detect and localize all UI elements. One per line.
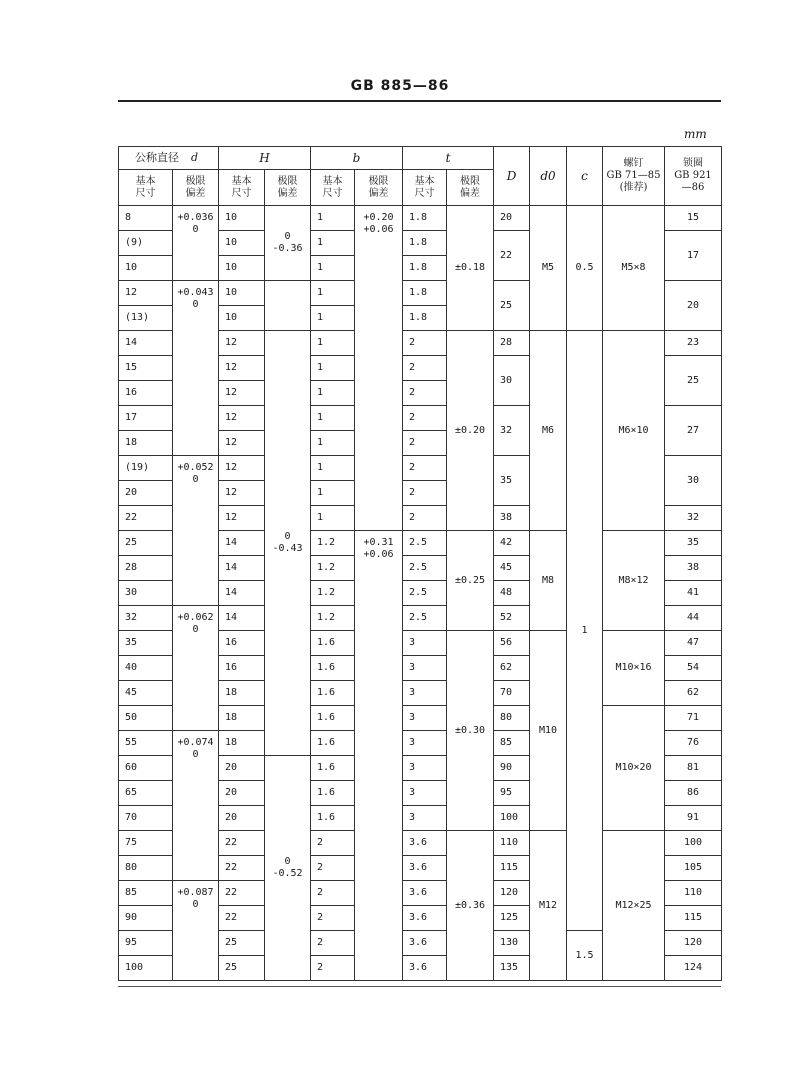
- t-basic-cell: 2: [403, 381, 447, 406]
- d-basic-cell: 70: [119, 806, 173, 831]
- b-deviation-header: 极限 偏差: [355, 170, 403, 206]
- d-basic-cell: 28: [119, 556, 173, 581]
- D-cell: 28: [494, 331, 530, 356]
- H-basic-cell: 14: [219, 606, 265, 631]
- d-basic-cell: 32: [119, 606, 173, 631]
- d-basic-cell: 45: [119, 681, 173, 706]
- b-header: b: [311, 147, 403, 170]
- b-basic-cell: 1: [311, 431, 355, 456]
- c-cell: 0.5: [567, 206, 603, 331]
- ring-cell: 62: [665, 681, 722, 706]
- d-deviation-header: 极限 偏差: [173, 170, 219, 206]
- t-basic-cell: 1.8: [403, 206, 447, 231]
- t-basic-cell: 2.5: [403, 556, 447, 581]
- t-basic-cell: 3.6: [403, 881, 447, 906]
- t-basic-cell: 3: [403, 731, 447, 756]
- b-basic-header: 基本 尺寸: [311, 170, 355, 206]
- t-basic-cell: 1.8: [403, 306, 447, 331]
- D-cell: 22: [494, 231, 530, 281]
- H-basic-cell: 14: [219, 556, 265, 581]
- dimension-table: [118, 146, 722, 981]
- H-basic-cell: 18: [219, 731, 265, 756]
- D-cell: 90: [494, 756, 530, 781]
- H-basic-cell: 12: [219, 481, 265, 506]
- screw-cell: M10×20: [603, 706, 665, 831]
- unit-label: mm: [684, 127, 707, 141]
- t-basic-cell: 2: [403, 456, 447, 481]
- b-dev-cell: +0.31 +0.06: [355, 531, 403, 981]
- H-dev-cell: 0 -0.36: [265, 206, 311, 281]
- D-cell: 48: [494, 581, 530, 606]
- t-basic-cell: 2.5: [403, 606, 447, 631]
- t-basic-cell: 3.6: [403, 831, 447, 856]
- H-basic-cell: 20: [219, 781, 265, 806]
- d-dev-cell: +0.036 0: [173, 206, 219, 281]
- b-dev-cell: +0.20 +0.06: [355, 206, 403, 531]
- t-dev-cell: ±0.18: [447, 206, 494, 331]
- H-basic-cell: 14: [219, 581, 265, 606]
- D-cell: 25: [494, 281, 530, 331]
- t-dev-cell: ±0.20: [447, 331, 494, 531]
- H-basic-cell: 10: [219, 281, 265, 306]
- ring-cell: 54: [665, 656, 722, 681]
- b-basic-cell: 2: [311, 956, 355, 981]
- d-basic-cell: 50: [119, 706, 173, 731]
- ring-cell: 30: [665, 456, 722, 506]
- H-header: H: [219, 147, 311, 170]
- ring-cell: 110: [665, 881, 722, 906]
- b-basic-cell: 1.2: [311, 556, 355, 581]
- ring-cell: 41: [665, 581, 722, 606]
- H-basic-cell: 20: [219, 756, 265, 781]
- c-cell: 1: [567, 331, 603, 931]
- screw-cell: M5×8: [603, 206, 665, 331]
- D-cell: 56: [494, 631, 530, 656]
- b-basic-cell: 2: [311, 931, 355, 956]
- d-basic-cell: (9): [119, 231, 173, 256]
- D-header: D: [494, 147, 530, 206]
- ring-cell: 120: [665, 931, 722, 956]
- d-basic-cell: 15: [119, 356, 173, 381]
- ring-cell: 44: [665, 606, 722, 631]
- d-basic-cell: 90: [119, 906, 173, 931]
- ring-cell: 17: [665, 231, 722, 281]
- d-basic-cell: 65: [119, 781, 173, 806]
- ring-cell: 105: [665, 856, 722, 881]
- H-dev-cell: 0 -0.43: [265, 331, 311, 756]
- nominal-diameter-header: [119, 147, 219, 170]
- b-basic-cell: 1: [311, 406, 355, 431]
- H-basic-cell: 22: [219, 856, 265, 881]
- D-cell: 70: [494, 681, 530, 706]
- b-basic-cell: 2: [311, 831, 355, 856]
- d-basic-cell: 12: [119, 281, 173, 306]
- t-basic-cell: 1.8: [403, 231, 447, 256]
- H-basic-cell: 20: [219, 806, 265, 831]
- D-cell: 38: [494, 506, 530, 531]
- ring-cell: 27: [665, 406, 722, 456]
- b-basic-cell: 1.6: [311, 706, 355, 731]
- b-basic-cell: 1: [311, 306, 355, 331]
- b-basic-cell: 2: [311, 881, 355, 906]
- H-basic-cell: 18: [219, 706, 265, 731]
- H-basic-cell: 22: [219, 906, 265, 931]
- b-basic-cell: 1: [311, 206, 355, 231]
- d0-cell: M10: [530, 631, 567, 831]
- d-dev-cell: +0.052 0: [173, 456, 219, 606]
- b-basic-cell: 1: [311, 256, 355, 281]
- t-basic-cell: 2: [403, 506, 447, 531]
- H-basic-cell: 22: [219, 881, 265, 906]
- D-cell: 115: [494, 856, 530, 881]
- H-basic-cell: 12: [219, 381, 265, 406]
- D-cell: 20: [494, 206, 530, 231]
- t-basic-cell: 3: [403, 781, 447, 806]
- d-basic-cell: 22: [119, 506, 173, 531]
- D-cell: 52: [494, 606, 530, 631]
- D-cell: 80: [494, 706, 530, 731]
- d-basic-cell: 35: [119, 631, 173, 656]
- D-cell: 120: [494, 881, 530, 906]
- t-basic-cell: 3: [403, 656, 447, 681]
- b-basic-cell: 1.6: [311, 806, 355, 831]
- H-basic-cell: 25: [219, 956, 265, 981]
- b-basic-cell: 1: [311, 356, 355, 381]
- t-basic-cell: 2.5: [403, 531, 447, 556]
- d-basic-cell: 16: [119, 381, 173, 406]
- H-basic-cell: 10: [219, 231, 265, 256]
- d-basic-cell: 55: [119, 731, 173, 756]
- t-basic-cell: 1.8: [403, 281, 447, 306]
- d-basic-header: 基本 尺寸: [119, 170, 173, 206]
- t-basic-cell: 3: [403, 756, 447, 781]
- t-basic-cell: 3: [403, 706, 447, 731]
- d-basic-cell: 10: [119, 256, 173, 281]
- b-basic-cell: 1.6: [311, 656, 355, 681]
- b-basic-cell: 1: [311, 281, 355, 306]
- screw-header: 螺钉 GB 71—85 (推荐): [603, 147, 665, 206]
- t-basic-cell: 3: [403, 806, 447, 831]
- t-basic-cell: 2: [403, 331, 447, 356]
- H-basic-cell: 10: [219, 306, 265, 331]
- screw-cell: M12×25: [603, 831, 665, 981]
- d-basic-cell: 95: [119, 931, 173, 956]
- t-basic-cell: 2: [403, 406, 447, 431]
- b-basic-cell: 1.6: [311, 756, 355, 781]
- d-symbol: d: [191, 151, 199, 164]
- d-basic-cell: 60: [119, 756, 173, 781]
- d-basic-cell: 40: [119, 656, 173, 681]
- ring-cell: 15: [665, 206, 722, 231]
- d0-cell: M12: [530, 831, 567, 981]
- t-basic-cell: 3.6: [403, 931, 447, 956]
- H-basic-cell: 22: [219, 831, 265, 856]
- ring-cell: 91: [665, 806, 722, 831]
- t-basic-cell: 1.8: [403, 256, 447, 281]
- table-row: [119, 206, 722, 231]
- ring-cell: 47: [665, 631, 722, 656]
- H-dev-cell: 0 -0.52: [265, 756, 311, 981]
- t-basic-cell: 2: [403, 481, 447, 506]
- b-basic-cell: 1.6: [311, 631, 355, 656]
- d-basic-cell: 85: [119, 881, 173, 906]
- H-basic-cell: 12: [219, 331, 265, 356]
- d-basic-cell: 25: [119, 531, 173, 556]
- D-cell: 30: [494, 356, 530, 406]
- ring-cell: 124: [665, 956, 722, 981]
- H-basic-cell: 12: [219, 431, 265, 456]
- H-dev-cell: [265, 281, 311, 331]
- H-basic-cell: 16: [219, 656, 265, 681]
- d-basic-cell: 30: [119, 581, 173, 606]
- b-basic-cell: 2: [311, 856, 355, 881]
- b-basic-cell: 1.2: [311, 581, 355, 606]
- t-basic-cell: 3.6: [403, 856, 447, 881]
- b-basic-cell: 2: [311, 906, 355, 931]
- d0-header: d0: [530, 147, 567, 206]
- H-basic-cell: 16: [219, 631, 265, 656]
- d-basic-cell: 20: [119, 481, 173, 506]
- H-basic-cell: 18: [219, 681, 265, 706]
- b-basic-cell: 1.6: [311, 731, 355, 756]
- ring-cell: 81: [665, 756, 722, 781]
- header-row-groups: [119, 147, 722, 170]
- b-basic-cell: 1.6: [311, 681, 355, 706]
- screw-cell: M8×12: [603, 531, 665, 631]
- screw-cell: M6×10: [603, 331, 665, 531]
- ring-cell: 71: [665, 706, 722, 731]
- b-basic-cell: 1.2: [311, 531, 355, 556]
- t-basic-cell: 3: [403, 681, 447, 706]
- nominal-diameter-label: 公称直径: [135, 151, 179, 164]
- H-basic-cell: 14: [219, 531, 265, 556]
- D-cell: 42: [494, 531, 530, 556]
- ring-cell: 32: [665, 506, 722, 531]
- d0-cell: M8: [530, 531, 567, 631]
- D-cell: 85: [494, 731, 530, 756]
- t-basic-header: 基本 尺寸: [403, 170, 447, 206]
- ring-cell: 20: [665, 281, 722, 331]
- t-basic-cell: 2: [403, 356, 447, 381]
- t-basic-cell: 3.6: [403, 906, 447, 931]
- d-basic-cell: (13): [119, 306, 173, 331]
- b-basic-cell: 1.2: [311, 606, 355, 631]
- ring-cell: 23: [665, 331, 722, 356]
- H-basic-cell: 10: [219, 206, 265, 231]
- H-basic-cell: 10: [219, 256, 265, 281]
- t-basic-cell: 3.6: [403, 956, 447, 981]
- t-basic-cell: 3: [403, 631, 447, 656]
- H-basic-cell: 12: [219, 506, 265, 531]
- header-rule: [118, 100, 721, 102]
- t-dev-cell: ±0.36: [447, 831, 494, 981]
- ring-cell: 25: [665, 356, 722, 406]
- ring-cell: 115: [665, 906, 722, 931]
- ring-cell: 100: [665, 831, 722, 856]
- t-dev-cell: ±0.30: [447, 631, 494, 831]
- d-basic-cell: 8: [119, 206, 173, 231]
- H-basic-cell: 25: [219, 931, 265, 956]
- standard-number: GB 885—86: [350, 78, 450, 94]
- d-basic-cell: 14: [119, 331, 173, 356]
- ring-cell: 76: [665, 731, 722, 756]
- b-basic-cell: 1: [311, 481, 355, 506]
- d-basic-cell: 100: [119, 956, 173, 981]
- d-basic-cell: 75: [119, 831, 173, 856]
- table-body: [119, 147, 722, 981]
- t-dev-cell: ±0.25: [447, 531, 494, 631]
- H-basic-cell: 12: [219, 456, 265, 481]
- d-basic-cell: 80: [119, 856, 173, 881]
- c-header: c: [567, 147, 603, 206]
- d-dev-cell: +0.062 0: [173, 606, 219, 731]
- D-cell: 95: [494, 781, 530, 806]
- b-basic-cell: 1: [311, 456, 355, 481]
- bottom-rule: [118, 986, 721, 987]
- b-basic-cell: 1: [311, 381, 355, 406]
- screw-cell: M10×16: [603, 631, 665, 706]
- D-cell: 135: [494, 956, 530, 981]
- D-cell: 62: [494, 656, 530, 681]
- d0-cell: M6: [530, 331, 567, 531]
- D-cell: 110: [494, 831, 530, 856]
- t-deviation-header: 极限 偏差: [447, 170, 494, 206]
- b-basic-cell: 1: [311, 331, 355, 356]
- t-basic-cell: 2.5: [403, 581, 447, 606]
- H-basic-cell: 12: [219, 356, 265, 381]
- t-header: t: [403, 147, 494, 170]
- d0-cell: M5: [530, 206, 567, 331]
- D-cell: 125: [494, 906, 530, 931]
- D-cell: 100: [494, 806, 530, 831]
- d-dev-cell: +0.043 0: [173, 281, 219, 456]
- ring-header: 锁圈 GB 921 —86: [665, 147, 722, 206]
- b-basic-cell: 1: [311, 231, 355, 256]
- b-basic-cell: 1.6: [311, 781, 355, 806]
- d-basic-cell: (19): [119, 456, 173, 481]
- d-basic-cell: 17: [119, 406, 173, 431]
- D-cell: 32: [494, 406, 530, 456]
- d-dev-cell: +0.087 0: [173, 881, 219, 981]
- D-cell: 130: [494, 931, 530, 956]
- H-basic-header: 基本 尺寸: [219, 170, 265, 206]
- ring-cell: 86: [665, 781, 722, 806]
- c-cell: 1.5: [567, 931, 603, 981]
- D-cell: 35: [494, 456, 530, 506]
- ring-cell: 35: [665, 531, 722, 556]
- t-basic-cell: 2: [403, 431, 447, 456]
- ring-cell: 38: [665, 556, 722, 581]
- H-deviation-header: 极限 偏差: [265, 170, 311, 206]
- b-basic-cell: 1: [311, 506, 355, 531]
- D-cell: 45: [494, 556, 530, 581]
- H-basic-cell: 12: [219, 406, 265, 431]
- d-dev-cell: +0.074 0: [173, 731, 219, 881]
- d-basic-cell: 18: [119, 431, 173, 456]
